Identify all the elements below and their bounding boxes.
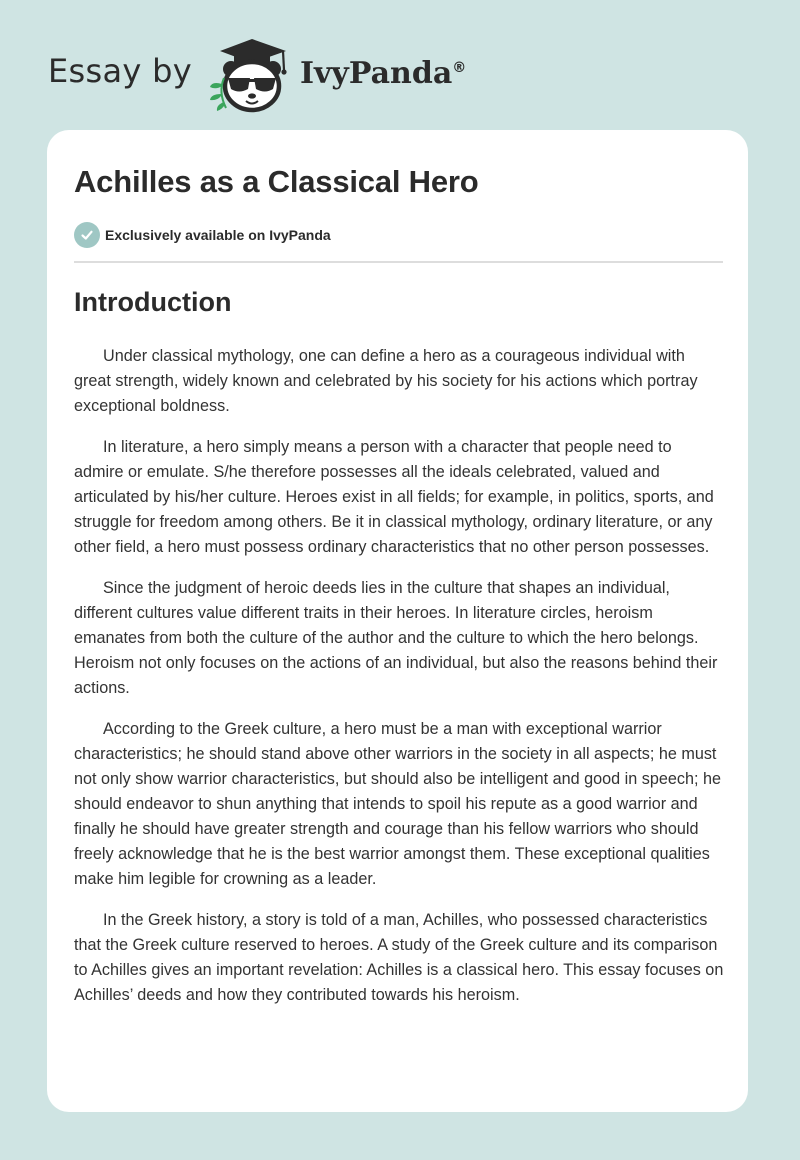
section-heading: Introduction	[74, 287, 232, 317]
panda-graduate-logo-icon	[204, 34, 296, 114]
essay-title: Achilles as a Classical Hero	[74, 164, 479, 199]
exclusive-badge	[74, 222, 331, 248]
essay-card	[47, 130, 748, 1112]
essay-body	[74, 344, 725, 1024]
paragraph: In literature, a hero simply means a person with a character that people need to admire or emulate. S/he therefore possesses all the ideals celebrated, valued and articulated by his/her culture. Heroes exist in all fields; for example, in politics, sports, and struggle for freedom among others. Be it in classical mythology, ordinary literature, or any other field, a hero must possess ordinary characteristics that no other person possesses.	[74, 438, 714, 556]
checkmark-circle-icon	[74, 222, 100, 248]
paragraph: According to the Greek culture, a hero must be a man with exceptional warrior characteristics; he should stand above other warriors in the society in all aspects; he must not only show warrior characteristics, but should also be intelligent and good in speech; he should endeavor to shun anything that intends to spoil his repute as a good warrior and finally he should have greater strength and courage than his fellow warriors who should freely acknowledge that he is the best warrior amongst them. These exceptional qualities make him legible for crowning as a leader.	[74, 720, 721, 888]
paragraph: Under classical mythology, one can define a hero as a courageous individual with great strength, widely known and celebrated by his society for his actions which portray exceptional boldness.	[74, 347, 698, 415]
brand-name: IvyPanda®	[299, 55, 467, 91]
title-divider	[74, 261, 723, 263]
paragraph: In the Greek history, a story is told of a man, Achilles, who possessed characteristics that the Greek culture reserved to heroes. A study of the Greek culture and its comparison to Achilles gives an important revelation: Achilles is a classical hero. This essay focuses on Achilles’ deeds and how they contributed towards his heroism.	[74, 911, 724, 1004]
exclusive-badge-label: Exclusively available on IvyPanda	[105, 227, 331, 243]
site-header-brand[interactable]	[48, 34, 466, 114]
registered-mark: ®	[452, 59, 467, 76]
paragraph: Since the judgment of heroic deeds lies in the culture that shapes an individual, different cultures value different traits in their heroes. In literature circles, heroism emanates from both the culture of the author and the culture to which the hero belongs. Heroism not only focuses on the actions of an individual, but also the reasons behind their actions.	[74, 579, 718, 697]
essay-by-text: Essay by	[48, 52, 192, 90]
